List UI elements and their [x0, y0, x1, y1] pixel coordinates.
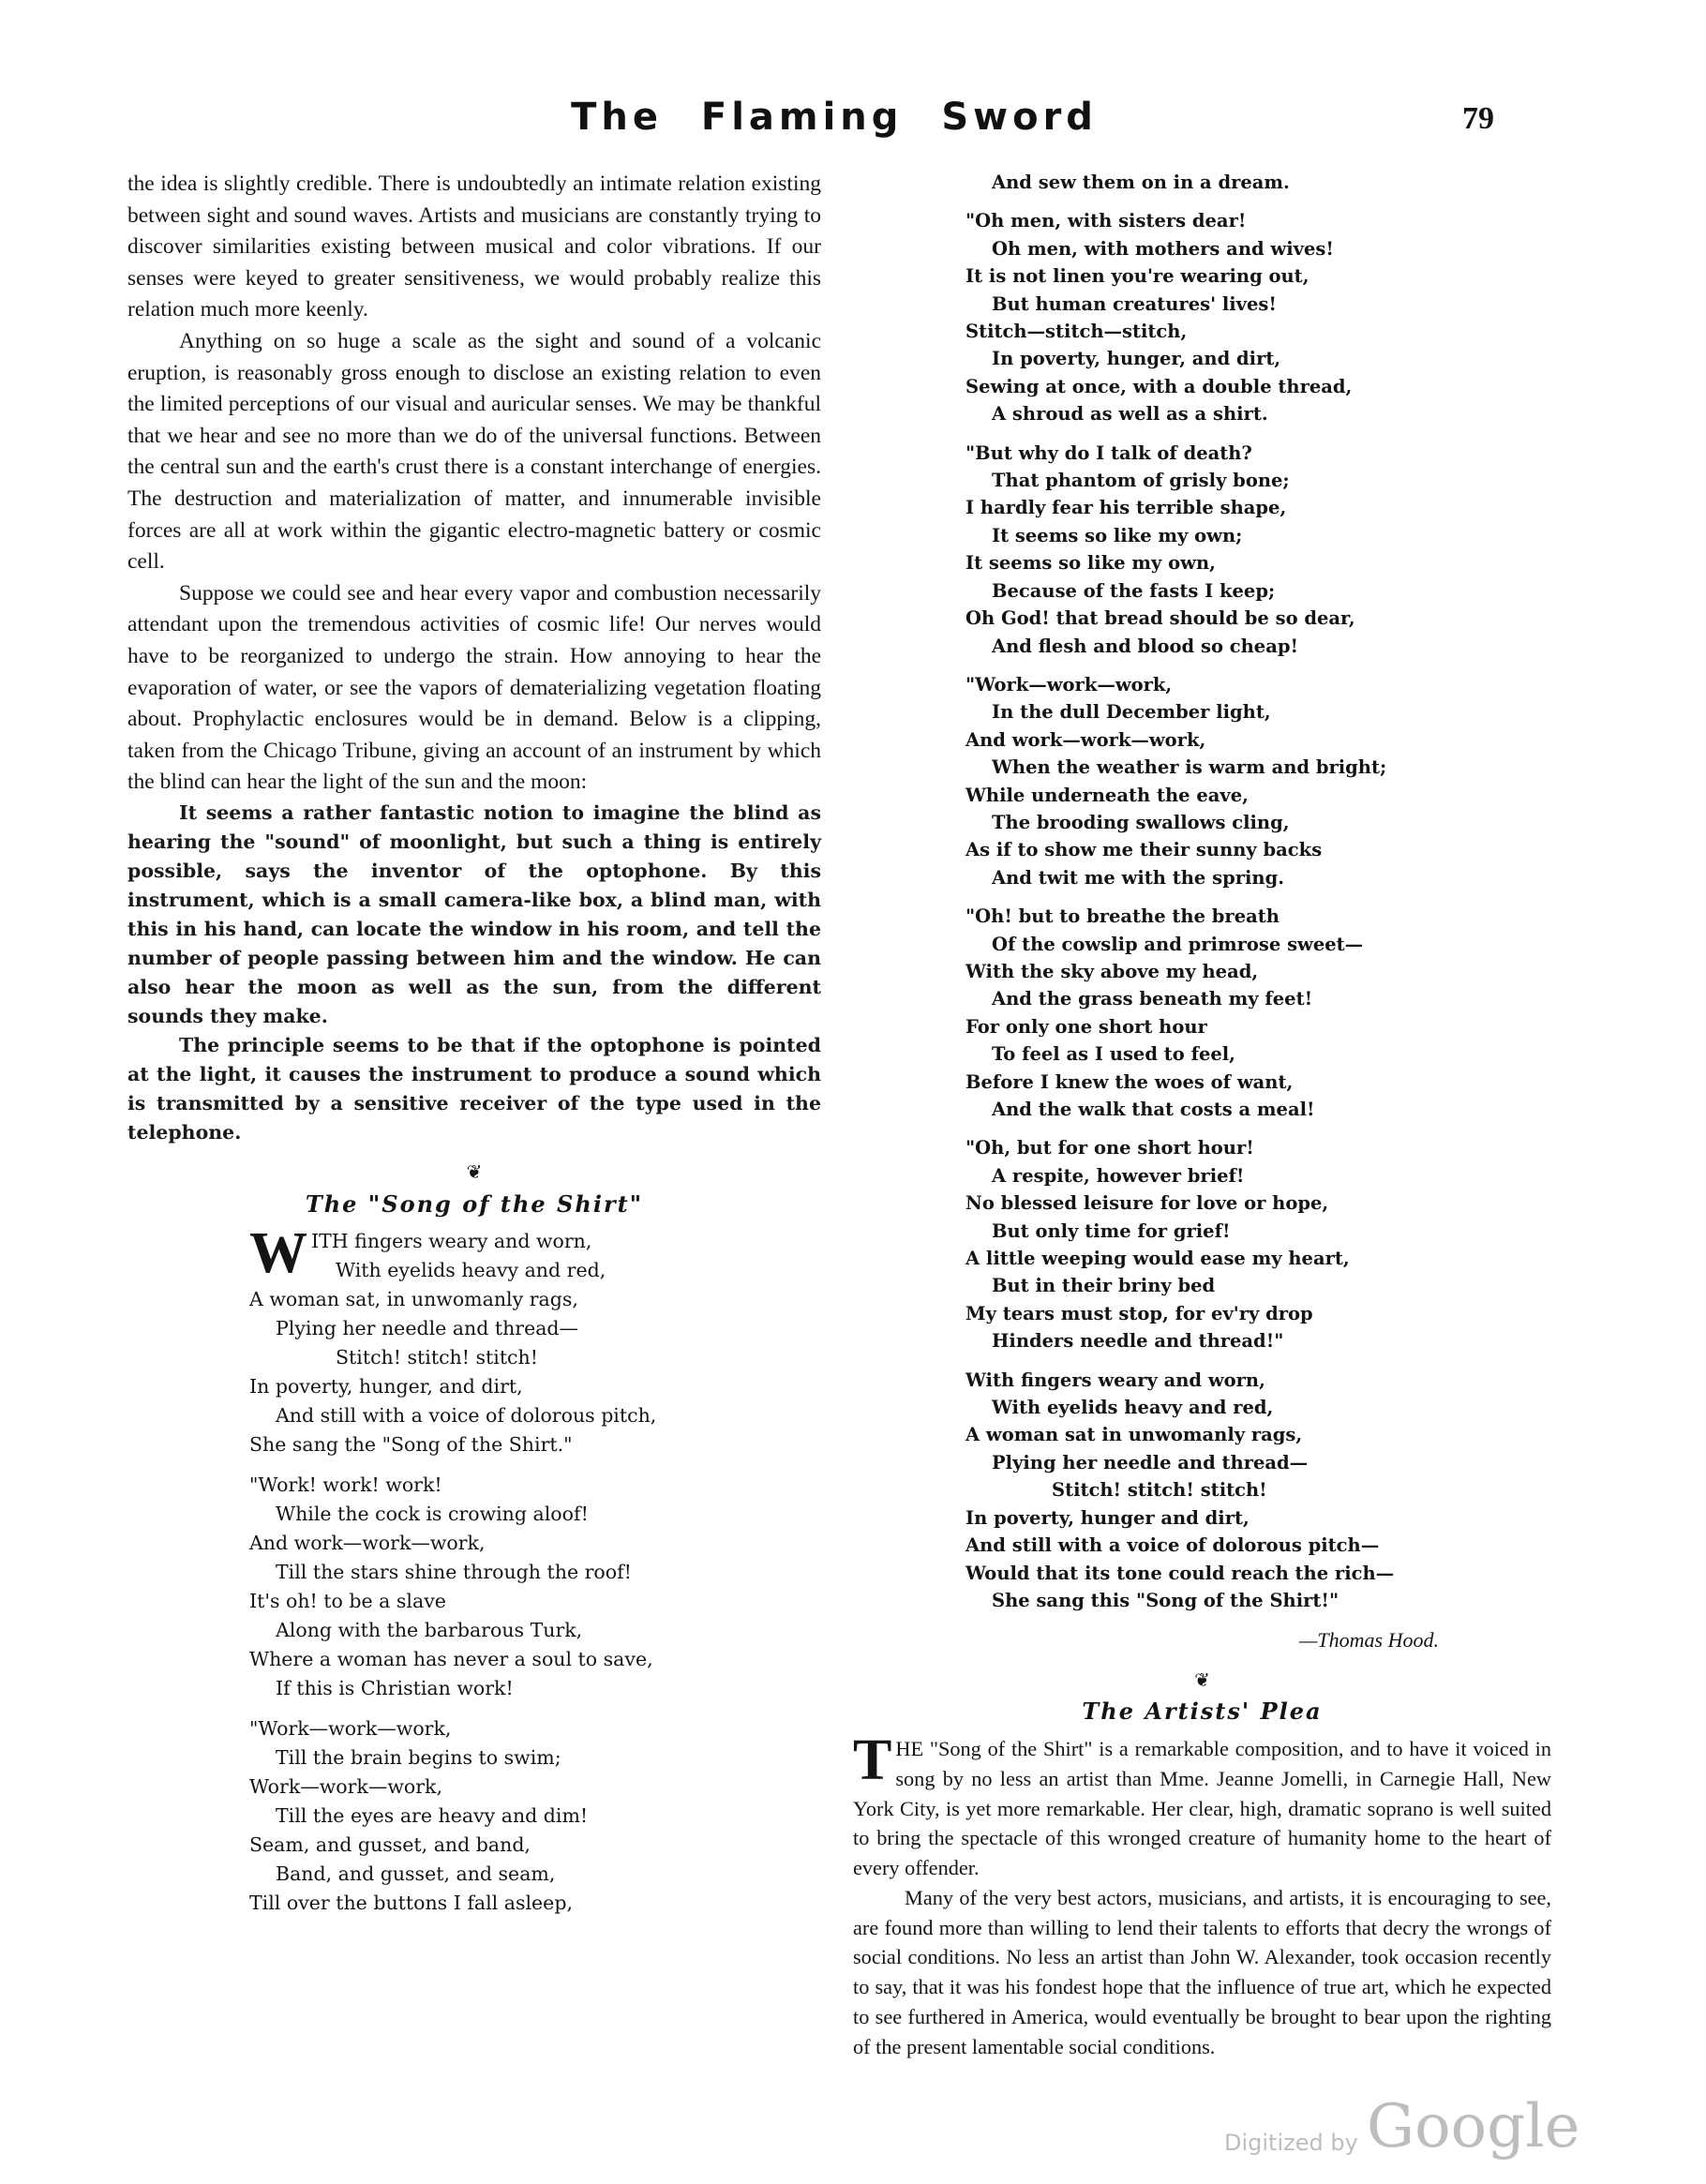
watermark-prefix: Digitized by	[1224, 2130, 1358, 2156]
poem-line: And twit me with the spring.	[992, 866, 1284, 889]
poem-stanza	[965, 903, 1551, 1123]
poem-line: It's oh! to be a slave	[249, 1590, 446, 1613]
poem-line: And flesh and blood so cheap!	[992, 635, 1299, 657]
poem-line: Stitch—stitch—stitch,	[965, 321, 1188, 343]
poem-line: A respite, however brief!	[992, 1164, 1245, 1187]
clipping-paragraph: It seems a rather fantastic notion to imagine the blind as hearing the "sound" of moonlight, but such a thing is entirely possible, says the inventor of the optophone. By this instrument, which is a small camera-like box, a blind man, with this in his hand, can locate the window in his room, and tell the number of people passing between him and the window. He can also hear the moon as well as the sun, from the different sounds they make.	[127, 800, 821, 1027]
poem-line: Where a woman has never a soul to save,	[249, 1648, 653, 1671]
poem-line: In poverty, hunger and dirt,	[965, 1506, 1250, 1529]
journal-title: The Flaming Sword	[571, 96, 1098, 139]
body-paragraph: the idea is slightly credible. There is undoubtedly an intimate relation existing between sight and sound waves. Artists and musicians are constantly trying to discover similarities existing between musical and color vibrations. If our senses were keyed to greater sensitiveness, we would probably realize this relation much more keenly.	[127, 172, 821, 322]
poem-line: Work—work—work,	[249, 1775, 442, 1799]
poem-line: I hardly fear his terrible shape,	[965, 497, 1287, 519]
body-paragraph: Many of the very best actors, musicians, and artists, it is encouraging to see, are found more than willing to lend their talents to efforts that decry the wrongs of social conditions. No less an artist than John W. Alexander, took occasion recently to say, that it was his fondest hope that the influence of true art, which he expected to see furthered in America, would eventually be brought to bear upon the righting of the present lamentable social conditions.	[853, 1885, 1551, 2058]
poem-line: The brooding swallows cling,	[992, 811, 1290, 833]
poem-line: And sew them on in a dream.	[992, 172, 1290, 193]
poem-line: Band, and gusset, and seam,	[276, 1862, 556, 1886]
poem-line: "Oh, but for one short hour!	[965, 1137, 1254, 1159]
poem-line: And still with a voice of dolorous pitch,	[276, 1404, 657, 1428]
poem-line: It is not linen you're wearing out,	[965, 265, 1309, 288]
poem-stanza	[965, 169, 1551, 196]
poem-stanza	[249, 1714, 821, 1918]
watermark-brand-logo: Google	[1367, 2092, 1580, 2162]
body-paragraph: Anything on so huge a scale as the sight and sound of a volcanic eruption, is reasonably gross enough to disclose an existing relation to even the limited perceptions of our visual and auricular senses. We may be thankful that we hear and see no more than we do of the universal functions. Between the central sun and the earth's crust there is a constant interchange of energies. The destruction and materialization of matter, and innumerable invisible forces are all at work within the gigantic electro-magnetic battery or cosmic cell.	[127, 328, 821, 575]
poem-line: Sewing at once, with a double thread,	[965, 375, 1353, 397]
poem-line: While the cock is crowing aloof!	[276, 1503, 589, 1526]
poem-line: When the weather is warm and bright;	[992, 756, 1387, 779]
poem-line: Oh God! that bread should be so dear,	[965, 607, 1355, 630]
poem-line: Plying her needle and thread—	[992, 1451, 1309, 1473]
poem-line: For only one short hour	[965, 1015, 1207, 1038]
left-column	[127, 169, 821, 1929]
poem-line: But human creatures' lives!	[992, 292, 1277, 315]
poem-line: But only time for grief!	[992, 1219, 1231, 1242]
poem-line: She sang the "Song of the Shirt."	[249, 1433, 573, 1457]
poem-line: To feel as I used to feel,	[992, 1043, 1235, 1066]
fleuron-ornament-icon: ❦	[466, 1161, 483, 1183]
poem-stanza	[249, 1471, 821, 1703]
page-number: 79	[1462, 101, 1494, 136]
poem-line: If this is Christian work!	[276, 1677, 514, 1700]
poem-line: Plying her needle and thread—	[276, 1317, 579, 1340]
poem-line: Would that its tone could reach the rich—	[965, 1562, 1395, 1584]
poem-line: "Work! work! work!	[249, 1473, 442, 1497]
poem-stanza	[965, 207, 1551, 427]
poem-line: A little weeping would ease my heart,	[965, 1248, 1350, 1270]
digitized-watermark	[1224, 2092, 1580, 2167]
poem-line: And the grass beneath my feet!	[992, 988, 1313, 1010]
poem-stanza	[965, 1134, 1551, 1354]
poem-line: "Oh! but to breathe the breath	[965, 905, 1280, 928]
poem-line: Seam, and gusset, and band,	[249, 1833, 531, 1857]
poem-line: "Work—work—work,	[249, 1717, 452, 1741]
poem-line: WITH fingers weary and worn,	[249, 1221, 592, 1286]
drop-cap: T	[853, 1728, 892, 1792]
fleuron-ornament-icon: ❦	[1194, 1670, 1210, 1692]
poem-stanza	[965, 671, 1551, 891]
poem-line: "But why do I talk of death?	[965, 441, 1252, 464]
masthead	[0, 96, 1706, 152]
poem-line: In poverty, hunger, and dirt,	[249, 1375, 523, 1399]
poem-line: With eyelids heavy and red,	[336, 1259, 606, 1282]
poem-line: It seems so like my own,	[965, 552, 1216, 575]
poem-line: With the sky above my head,	[965, 960, 1259, 982]
poem-line: Oh men, with mothers and wives!	[992, 237, 1334, 260]
poem-line: With eyelids heavy and red,	[992, 1397, 1274, 1419]
poem-line: A woman sat, in unwomanly rags,	[249, 1288, 578, 1311]
clipping-paragraph: The principle seems to be that if the optophone is pointed at the light, it causes the instrument to produce a sound which is transmitted by a sensitive receiver of the type used in the telephone.	[127, 1033, 821, 1144]
poem-line: And work—work—work,	[249, 1532, 486, 1555]
poem-line: She sang this "Song of the Shirt!"	[992, 1589, 1339, 1611]
poem-line: Stitch! stitch! stitch!	[1052, 1479, 1267, 1502]
poem-line: With fingers weary and worn,	[965, 1369, 1265, 1391]
poem-stanza	[965, 440, 1551, 660]
poem-line: My tears must stop, for ev'ry drop	[965, 1302, 1313, 1324]
poem	[965, 169, 1551, 1614]
poem-stanza	[249, 1221, 821, 1459]
poem-line: In poverty, hunger, and dirt,	[992, 348, 1281, 370]
poem-line: "Work—work—work,	[965, 673, 1173, 696]
poem-line: And still with a voice of dolorous pitch—	[965, 1534, 1380, 1557]
poem-line: But in their briny bed	[992, 1275, 1216, 1297]
poem-line: "Oh men, with sisters dear!	[965, 210, 1247, 232]
section-heading: The "Song of the Shirt"	[305, 1189, 644, 1218]
poem-line: Because of the fasts I keep;	[992, 579, 1276, 602]
poem-line: As if to show me their sunny backs	[965, 839, 1323, 861]
poem	[249, 1221, 821, 1918]
poem-line: And work—work—work,	[965, 728, 1206, 751]
poem-line: It seems so like my own;	[992, 524, 1243, 546]
poem-line: And the walk that costs a meal!	[992, 1099, 1315, 1120]
body-paragraph: Suppose we could see and hear every vapor and combustion necessarily attendant upon the tremendous activities of cosmic life! Our nerves would have to be reorganized to undergo the strain. How annoying to hear the evaporation of water, or see the vapors of dematerializing vegetation floating about. Prophylactic enclosures would be in demand. Below is a clipping, taken from the Chicago Tribune, giving an account of an instrument by which the blind can hear the light of the sun and the moon:	[127, 580, 821, 795]
poem-line: That phantom of grisly bone;	[992, 470, 1290, 492]
body-paragraph: THE "Song of the Shirt" is a remarkable composition, and to have it voiced in song by no less an artist than Mme. Jeanne Jomelli, in Carnegie Hall, New York City, is yet more remarkable. Her clear, high, dramatic soprano is well suited to bring the spectacle of this wronged creature of humanity home to the heart of every offender.	[853, 1728, 1551, 1880]
poem-line: Till the eyes are heavy and dim!	[276, 1804, 589, 1828]
poem-line: Before I knew the woes of want,	[965, 1070, 1294, 1093]
poem-line: Stitch! stitch! stitch!	[336, 1346, 538, 1369]
poem-line: A woman sat in unwomanly rags,	[965, 1424, 1303, 1446]
poem-line: Till over the buttons I fall asleep,	[249, 1892, 573, 1915]
poem-attribution: —Thomas Hood.	[1298, 1628, 1439, 1653]
poem-line: No blessed leisure for love or hope,	[965, 1192, 1329, 1215]
poem-line: Of the cowslip and primrose sweet—	[992, 933, 1364, 955]
drop-cap: W	[249, 1221, 307, 1286]
poem-line: Hinders needle and thread!"	[992, 1330, 1284, 1353]
poem-line: While underneath the eave,	[965, 784, 1249, 806]
poem-line: Till the brain begins to swim;	[276, 1746, 561, 1770]
poem-line: Along with the barbarous Turk,	[276, 1619, 583, 1642]
section-heading: The Artists' Plea	[1082, 1698, 1323, 1726]
poem-line: A shroud as well as a shirt.	[992, 403, 1268, 426]
poem-line: In the dull December light,	[992, 701, 1271, 724]
right-column	[853, 169, 1551, 2062]
poem-line: Till the stars shine through the roof!	[276, 1561, 632, 1584]
poem-stanza	[965, 1367, 1551, 1615]
